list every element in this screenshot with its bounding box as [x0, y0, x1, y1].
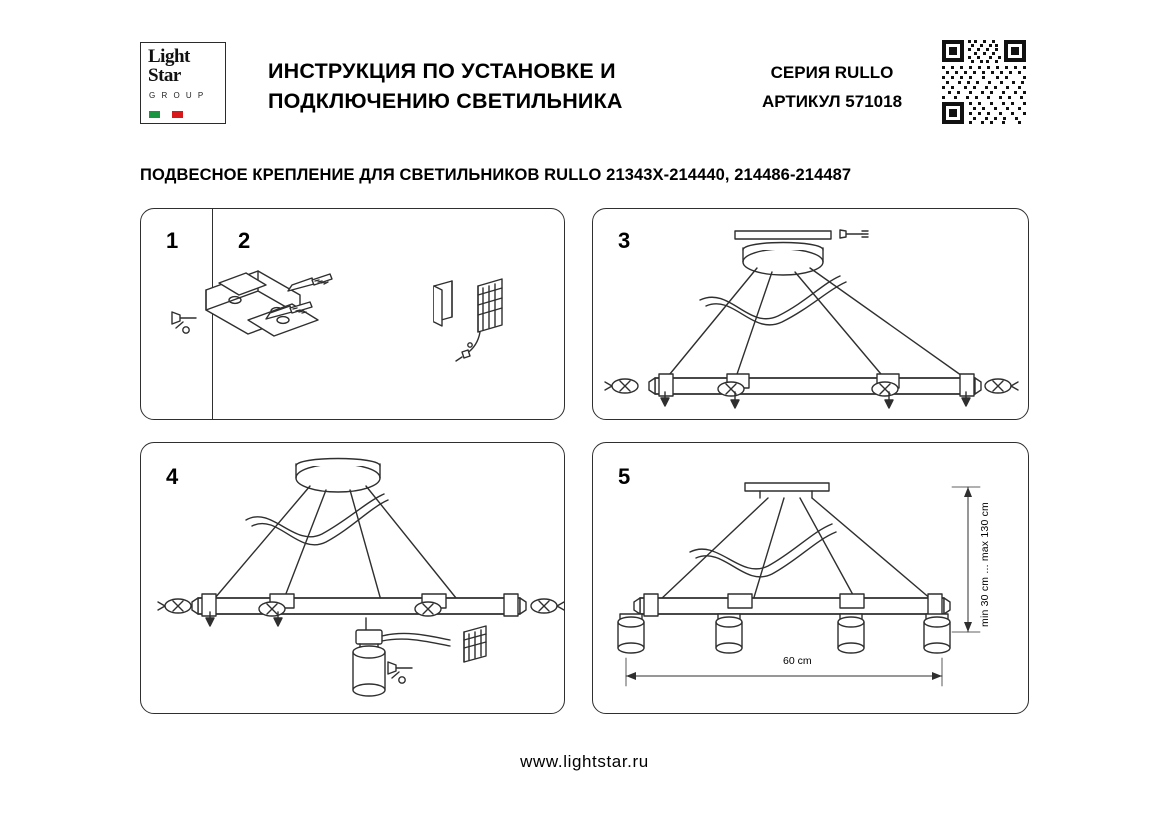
logo-wordmark [148, 47, 190, 85]
step-card-5 [592, 442, 1029, 714]
subtitle: ПОДВЕСНОЕ КРЕПЛЕНИЕ ДЛЯ СВЕТИЛЬНИКОВ RULLO 21343X-214440, 214486-214487 [140, 166, 852, 184]
logo-group-text: G R O U P [149, 91, 206, 100]
step-card-1-2 [140, 208, 565, 420]
italy-flag-icon [149, 111, 183, 118]
page-title-line-2: ПОДКЛЮЧЕНИЮ СВЕТИЛЬНИКА [268, 89, 623, 113]
series-info [732, 58, 932, 116]
series-label: СЕРИЯ RULLO [770, 63, 894, 82]
page-title-line-1: ИНСТРУКЦИЯ ПО УСТАНОВКЕ И [268, 59, 616, 83]
step-number-4: 4 [166, 464, 179, 489]
qr-code-icon [938, 36, 1030, 128]
logo-line-1: Light [148, 46, 190, 67]
width-dimension-label: 60 cm [783, 655, 812, 667]
height-dimension-label: min 30 cm ... max 130 cm [979, 501, 991, 627]
page-title [268, 56, 708, 116]
step-number-5: 5 [618, 464, 631, 489]
footer-url: www.lightstar.ru [520, 752, 649, 771]
step-card-4 [140, 442, 565, 714]
step-number-3: 3 [618, 228, 631, 253]
brand-logo [140, 42, 226, 124]
step-number-2: 2 [238, 228, 251, 253]
logo-line-2: Star [148, 65, 181, 86]
card-divider [212, 208, 213, 420]
header [140, 36, 1030, 128]
step-card-3 [592, 208, 1029, 420]
article-label: АРТИКУЛ 571018 [761, 92, 903, 111]
step-number-1: 1 [166, 228, 179, 253]
